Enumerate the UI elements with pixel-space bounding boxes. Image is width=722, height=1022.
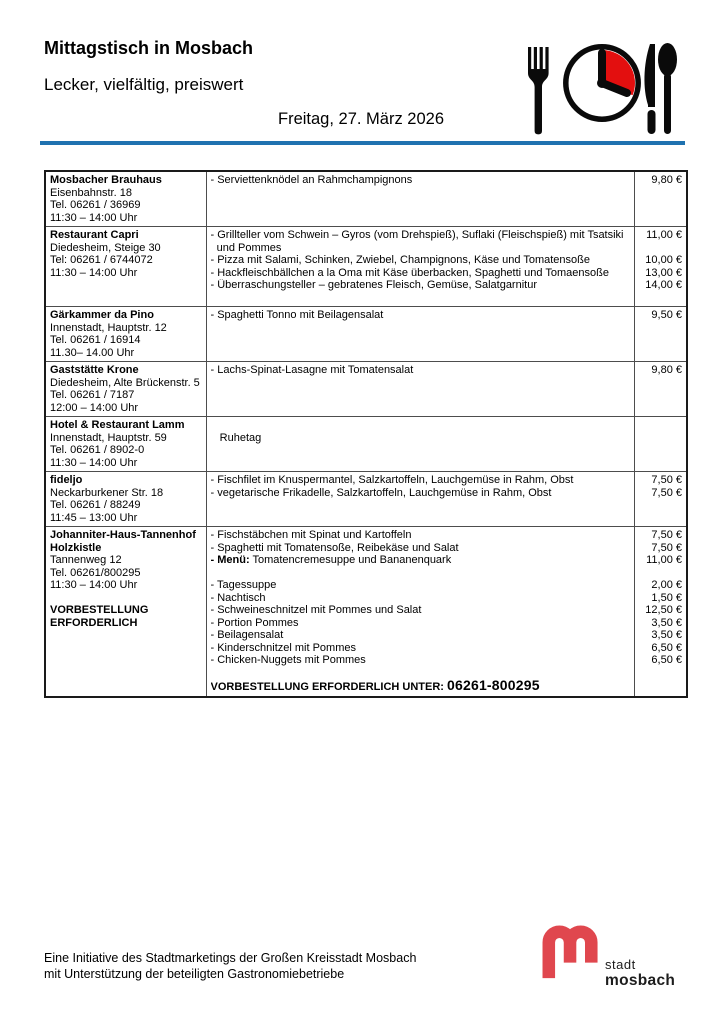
dish-line: - Serviettenknödel an Rahmchampignons: [210, 174, 413, 186]
info-line: ERFORDERLICH: [50, 616, 138, 629]
info-line: Restaurant Capri: [50, 229, 139, 241]
footer-credit: [44, 950, 416, 982]
footer-credit-line1: Eine Initiative des Stadtmarketings der Großen Kreisstadt Mosbach: [44, 951, 417, 965]
info-line: Diedesheim, Alte Brückenstr. 5: [50, 376, 200, 389]
price-line: 9,80 €: [651, 174, 682, 186]
info-line: Neckarburkener Str. 18: [50, 486, 164, 499]
logo-text-mosbach: mosbach: [605, 972, 676, 989]
price-line: 11,00 €: [646, 229, 682, 241]
price-line: [639, 292, 683, 305]
restaurant-info-cell: [45, 417, 206, 472]
info-line: fideljo: [50, 474, 83, 486]
info-line: Innenstadt, Hauptstr. 59: [50, 431, 167, 444]
price-line: 9,80 €: [651, 364, 682, 376]
info-line: Tel. 06261 / 88249: [50, 499, 141, 511]
info-line: Tel. 06261 / 36969: [50, 199, 141, 211]
info-line: Holzkistle: [50, 541, 102, 554]
dish-line: VORBESTELLUNG ERFORDERLICH UNTER: 06261-800295: [210, 679, 540, 693]
info-line: Gaststätte Krone: [50, 364, 139, 376]
info-line: Tel. 06261 / 16914: [50, 334, 141, 346]
dish-line: - Überraschungsteller – gebratenes Fleisch, Gemüse, Salatgarnitur: [210, 279, 537, 291]
knife-icon: [644, 44, 655, 134]
info-line: VORBESTELLUNG: [50, 604, 149, 616]
info-line: Gärkammer da Pino: [50, 309, 154, 321]
menu-row: [45, 527, 687, 697]
dish-line: - vegetarische Frikadelle, Salzkartoffeln, Lauchgemüse in Rahm, Obst: [210, 486, 552, 499]
price-line: 1,50 €: [651, 591, 682, 604]
restaurant-info-cell: [45, 171, 206, 227]
dish-line: - Kinderschnitzel mit Pommes: [210, 641, 356, 654]
price-line: 7,50 €: [651, 529, 682, 541]
dish-line: - Spaghetti Tonno mit Beilagensalat: [210, 309, 384, 321]
page-title: Mittagstisch in Mosbach: [44, 38, 254, 58]
prices-cell: [634, 362, 687, 417]
fork-icon: [528, 47, 549, 134]
price-line: 7,50 €: [651, 541, 682, 554]
lunchtime-logo-icon: [516, 37, 688, 140]
menu-table: [44, 170, 688, 698]
dish-line: - Nachtisch: [210, 591, 266, 604]
info-line: Tel. 06261 / 8902-0: [50, 444, 145, 456]
menu-row: [45, 472, 687, 527]
restaurant-info-cell: [45, 307, 206, 362]
restaurant-info-cell: [45, 472, 206, 527]
dish-line: - Tagessuppe: [210, 579, 277, 591]
page-subtitle: Lecker, vielfältig, preiswert: [44, 75, 244, 94]
info-line: 11:30 – 14:00 Uhr: [50, 211, 138, 224]
dish-line: [211, 419, 630, 432]
spoon-icon: [658, 43, 677, 134]
price-line: 11,00 €: [646, 554, 682, 566]
dishes-cell: [206, 417, 634, 472]
price-line: 3,50 €: [651, 629, 682, 641]
restaurant-info-cell: [45, 362, 206, 417]
info-line: Mosbacher Brauhaus: [50, 174, 162, 186]
info-line: Tel. 06261 / 7187: [50, 389, 135, 401]
dish-line: - Lachs-Spinat-Lasagne mit Tomatensalat: [210, 364, 414, 376]
dishes-cell: [206, 227, 634, 307]
prices-cell: [634, 527, 687, 697]
dish-line: - Schweineschnitzel mit Pommes und Salat: [210, 604, 422, 616]
date-heading: Freitag, 27. März 2026: [278, 110, 444, 128]
dish-line: - Grillteller vom Schwein – Gyros (vom Drehspieß), Suflaki (Fleischspieß) mit Tsatsiki: [210, 229, 624, 241]
dish-line: Ruhetag: [210, 431, 262, 444]
dish-line: - Hackfleischbällchen a la Oma mit Käse überbacken, Spaghetti und Tomaensoße: [210, 266, 609, 279]
info-line: Tel. 06261/800295: [50, 566, 141, 579]
info-line: Tannenweg 12: [50, 554, 122, 566]
info-line: 11.30– 14.00 Uhr: [50, 346, 135, 359]
info-line: Diedesheim, Steige 30: [50, 241, 161, 254]
dish-line: [211, 667, 630, 680]
dish-line: - Fischfilet im Knuspermantel, Salzkartoffeln, Lauchgemüse in Rahm, Obst: [210, 474, 574, 486]
price-line: 12,50 €: [645, 604, 682, 616]
price-line: 14,00 €: [645, 279, 682, 291]
menu-row: [45, 171, 687, 227]
dish-line: - Chicken-Nuggets mit Pommes: [210, 654, 366, 666]
restaurant-info-cell: [45, 227, 206, 307]
dish-line: [211, 567, 630, 580]
info-line: [50, 592, 202, 605]
divider-rule: [40, 141, 685, 145]
price-line: 9,50 €: [651, 309, 682, 321]
price-line: [639, 567, 683, 580]
dish-line: [211, 292, 630, 305]
prices-cell: [634, 171, 687, 227]
dish-line: - Portion Pommes: [210, 616, 299, 629]
price-line: 7,50 €: [651, 474, 682, 486]
info-line: 11:30 – 14:00 Uhr: [50, 266, 138, 279]
dishes-cell: [206, 171, 634, 227]
price-line: 13,00 €: [645, 266, 682, 279]
footer-credit-line2: mit Unterstützung der beteiligten Gastronomiebetriebe: [44, 967, 345, 981]
menu-row: [45, 362, 687, 417]
price-line: [639, 242, 683, 255]
price-line: 10,00 €: [645, 254, 682, 266]
price-line: 7,50 €: [651, 486, 682, 499]
dishes-cell: [206, 307, 634, 362]
clock-plate-icon: [566, 47, 638, 119]
restaurant-info-cell: [45, 527, 206, 697]
dishes-cell: [206, 472, 634, 527]
mosbach-m-icon: [541, 924, 601, 980]
menu-row: [45, 307, 687, 362]
dish-line: - Spaghetti mit Tomatensoße, Reibekäse und Salat: [210, 541, 459, 554]
dish-line: - Fischstäbchen mit Spinat und Kartoffeln: [210, 529, 412, 541]
price-line: 3,50 €: [651, 616, 682, 629]
dish-line: - Pizza mit Salami, Schinken, Zwiebel, Champignons, Käse und Tomatensoße: [210, 254, 590, 266]
price-line: 6,50 €: [651, 654, 682, 666]
prices-cell: [634, 417, 687, 472]
menu-row: [45, 417, 687, 472]
logo-text-stadt: stadt: [605, 957, 636, 972]
dish-line: und Pommes: [210, 241, 282, 254]
stadt-mosbach-logo: [541, 924, 701, 999]
info-line: 11:45 – 13:00 Uhr: [50, 511, 138, 524]
info-line: Eisenbahnstr. 18: [50, 186, 132, 199]
dish-line: - Beilagensalat: [210, 629, 284, 641]
info-line: 11:30 – 14:00 Uhr: [50, 456, 138, 469]
prices-cell: [634, 307, 687, 362]
menu-row: [45, 227, 687, 307]
info-line: Tel: 06261 / 6744072: [50, 254, 153, 266]
dishes-cell: [206, 362, 634, 417]
prices-cell: [634, 472, 687, 527]
info-line: 11:30 – 14:00 Uhr: [50, 579, 138, 591]
info-line: 12:00 – 14:00 Uhr: [50, 401, 139, 414]
dish-line: - Menü: Tomatencremesuppe und Bananenquark: [210, 554, 452, 566]
price-line: 2,00 €: [651, 579, 682, 591]
info-line: Innenstadt, Hauptstr. 12: [50, 321, 167, 334]
dishes-cell: [206, 527, 634, 697]
info-line: Hotel & Restaurant Lamm: [50, 419, 185, 431]
price-line: 6,50 €: [651, 641, 682, 654]
prices-cell: [634, 227, 687, 307]
info-line: Johanniter-Haus-Tannenhof: [50, 529, 196, 541]
